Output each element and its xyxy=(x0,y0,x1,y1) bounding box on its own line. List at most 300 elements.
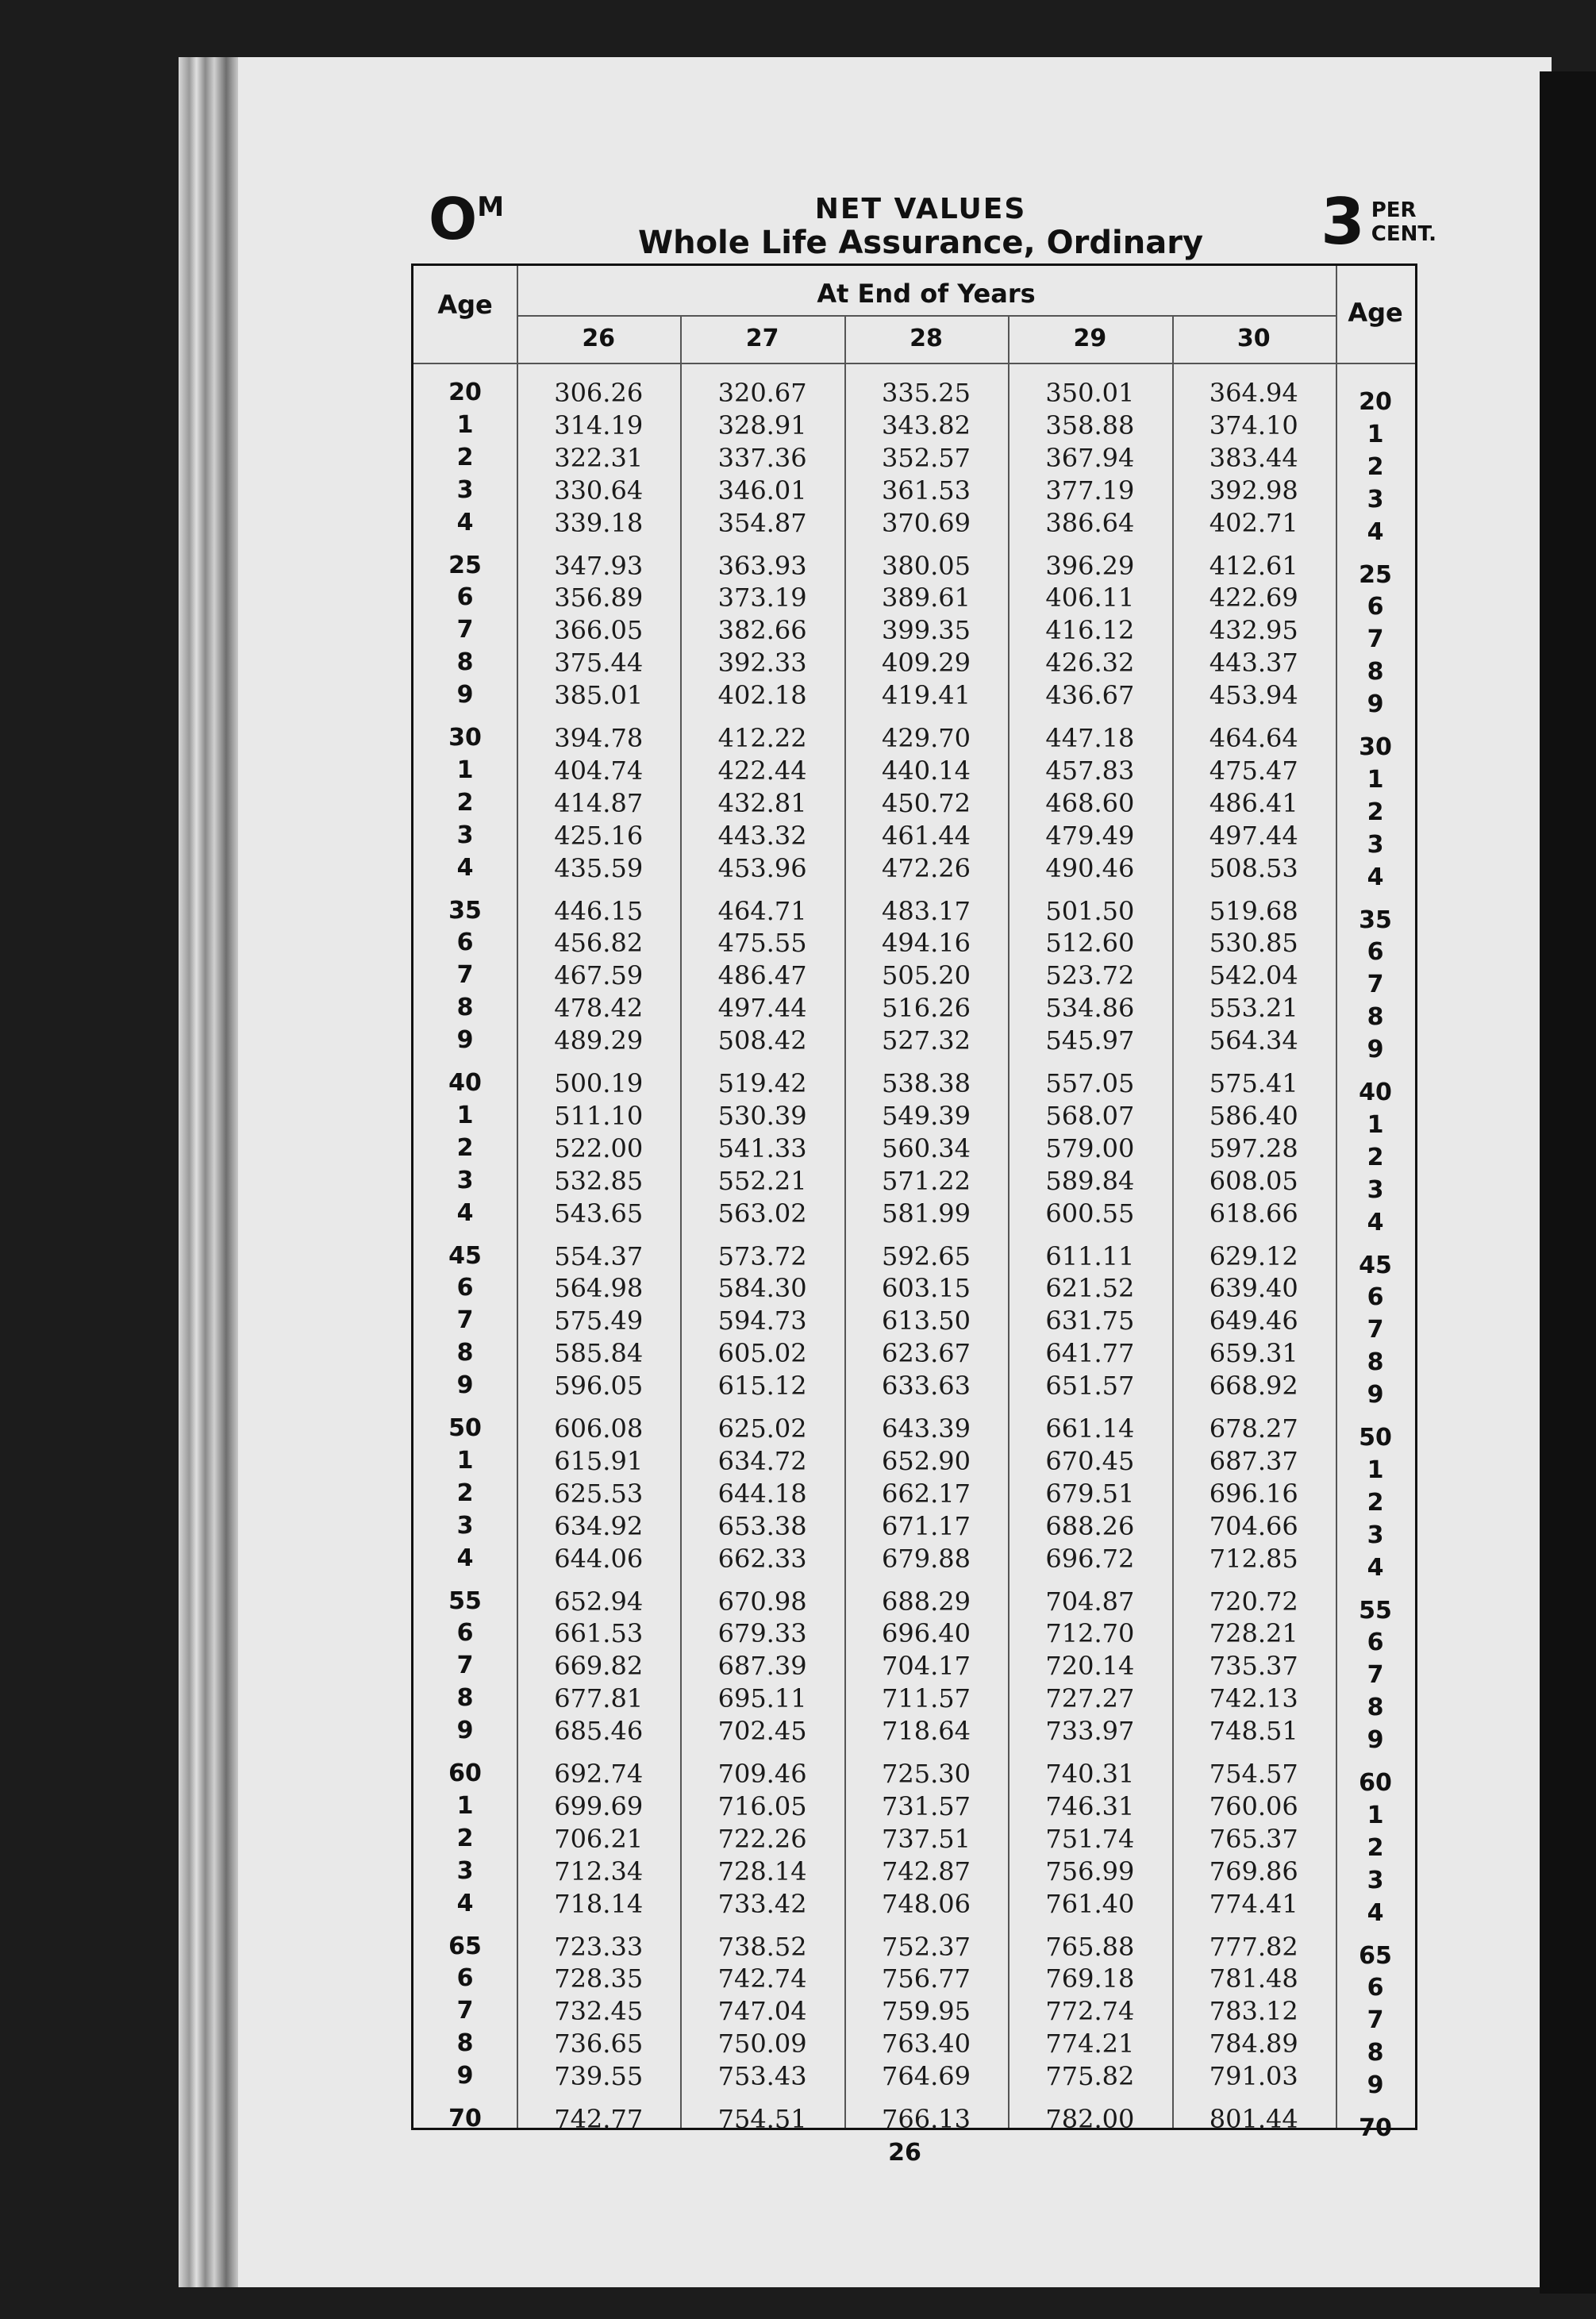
table-cell: 739.55 xyxy=(554,2061,644,2092)
table-cell: 652.90 xyxy=(882,1445,971,1476)
table-cell: 641.77 xyxy=(1045,1338,1135,1369)
table-cell: 490.46 xyxy=(1045,852,1135,883)
table-cell: 712.70 xyxy=(1045,1618,1135,1649)
table-cell: 727.27 xyxy=(1045,1683,1135,1714)
table-cell: 406.11 xyxy=(1045,583,1135,613)
table-cell: 746.31 xyxy=(1045,1790,1135,1821)
table-cell: 643.39 xyxy=(882,1413,971,1444)
table-cell: 750.09 xyxy=(717,2029,807,2059)
table-cell: 380.05 xyxy=(882,550,971,581)
age-label-left: 9 xyxy=(456,1371,474,1400)
table-cell: 306.26 xyxy=(554,378,644,408)
age-label-left: 4 xyxy=(456,1889,474,1917)
table-cell: 740.31 xyxy=(1045,1759,1135,1789)
table-cell: 696.40 xyxy=(882,1618,971,1649)
table-cell: 432.95 xyxy=(1209,615,1298,646)
table-cell: 416.12 xyxy=(1045,615,1135,646)
table-cell: 475.55 xyxy=(717,928,807,959)
age-label-left: 70 xyxy=(448,2105,482,2132)
table-cell: 370.69 xyxy=(882,507,971,538)
age-label-right: 60 xyxy=(1359,1769,1392,1797)
age-label-right: 1 xyxy=(1367,420,1384,448)
age-label-right: 7 xyxy=(1367,1316,1384,1344)
age-label-right: 3 xyxy=(1367,1175,1384,1204)
age-label-right: 40 xyxy=(1359,1079,1392,1106)
table-cell: 695.11 xyxy=(717,1683,807,1714)
age-label-left: 9 xyxy=(456,1026,474,1055)
age-label-right: 1 xyxy=(1367,1110,1384,1139)
table-cell: 557.05 xyxy=(1045,1068,1135,1098)
table-cell: 756.77 xyxy=(882,1963,971,1994)
table-cell: 600.55 xyxy=(1045,1198,1135,1229)
age-label-left: 3 xyxy=(456,1511,474,1540)
table-cell: 738.52 xyxy=(717,1931,807,1962)
age-label-left: 8 xyxy=(456,2029,474,2058)
table-cell: 354.87 xyxy=(717,507,807,538)
table-cell: 443.37 xyxy=(1209,648,1298,679)
table-cell: 584.30 xyxy=(717,1273,807,1304)
table-cell: 553.21 xyxy=(1209,993,1298,1024)
table-cell: 774.21 xyxy=(1045,2029,1135,2059)
age-label-right: 9 xyxy=(1367,690,1384,719)
table-cell: 679.33 xyxy=(717,1618,807,1649)
table-cell: 753.43 xyxy=(717,2061,807,2092)
age-label-left: 2 xyxy=(456,1133,474,1162)
table-cell: 623.67 xyxy=(882,1338,971,1369)
table-cell: 669.82 xyxy=(554,1651,644,1682)
table-cell: 479.49 xyxy=(1045,820,1135,851)
age-label-left: 8 xyxy=(456,994,474,1022)
table-cell: 472.26 xyxy=(882,852,971,883)
table-cell: 443.32 xyxy=(717,820,807,851)
age-label-left: 7 xyxy=(456,616,474,644)
table-cell: 742.77 xyxy=(554,2104,644,2134)
table-cell: 649.46 xyxy=(1209,1306,1298,1336)
table-cell: 453.94 xyxy=(1209,680,1298,711)
age-label-right: 2 xyxy=(1367,1833,1384,1862)
age-label-right: 2 xyxy=(1367,452,1384,481)
page-header xyxy=(429,185,1444,270)
table-cell: 501.50 xyxy=(1045,895,1135,926)
table-cell: 435.59 xyxy=(554,852,644,883)
table-cell: 436.67 xyxy=(1045,680,1135,711)
age-label-right: 50 xyxy=(1359,1424,1392,1452)
table-cell: 631.75 xyxy=(1045,1306,1135,1336)
table-cell: 414.87 xyxy=(554,787,644,818)
table-cell: 782.00 xyxy=(1045,2104,1135,2134)
table-cell: 759.95 xyxy=(882,1996,971,2027)
table-cell: 712.85 xyxy=(1209,1543,1298,1574)
table-cell: 709.46 xyxy=(717,1759,807,1789)
table-cell: 737.51 xyxy=(882,1823,971,1854)
table-cell: 692.74 xyxy=(554,1759,644,1789)
rate-label: PER CENT. xyxy=(1371,198,1436,246)
age-label-left: 4 xyxy=(456,508,474,536)
age-header-right: Age xyxy=(1348,298,1403,328)
table-cell: 603.15 xyxy=(882,1273,971,1304)
table-cell: 335.25 xyxy=(882,378,971,408)
age-label-left: 1 xyxy=(456,410,474,439)
table-cell: 728.35 xyxy=(554,1963,644,1994)
table-cell: 718.64 xyxy=(882,1716,971,1747)
table-cell: 573.72 xyxy=(717,1240,807,1271)
table-cell: 662.17 xyxy=(882,1478,971,1509)
age-label-left: 45 xyxy=(448,1241,482,1270)
age-label-left: 3 xyxy=(456,821,474,849)
table-cell: 543.65 xyxy=(554,1198,644,1229)
rate-number: 3 xyxy=(1321,185,1365,259)
age-label-left: 4 xyxy=(456,1198,474,1227)
year-column-header: 30 xyxy=(1236,325,1271,352)
table-cell: 659.31 xyxy=(1209,1338,1298,1369)
header-divider xyxy=(517,315,1336,317)
table-cell: 571.22 xyxy=(882,1165,971,1196)
age-label-left: 25 xyxy=(448,551,482,579)
table-cell: 716.05 xyxy=(717,1790,807,1821)
age-label-right: 4 xyxy=(1367,1208,1384,1236)
table-cell: 748.06 xyxy=(882,1888,971,1919)
table-cell: 644.06 xyxy=(554,1543,644,1574)
table-cell: 446.15 xyxy=(554,895,644,926)
age-label-left: 2 xyxy=(456,443,474,471)
age-label-left: 9 xyxy=(456,681,474,710)
table-cell: 687.39 xyxy=(717,1651,807,1682)
table-cell: 589.84 xyxy=(1045,1165,1135,1196)
age-label-left: 4 xyxy=(456,853,474,882)
age-label-left: 6 xyxy=(456,1964,474,1993)
age-label-right: 20 xyxy=(1359,388,1392,416)
table-cell: 742.13 xyxy=(1209,1683,1298,1714)
table-cell: 478.42 xyxy=(554,993,644,1024)
table-cell: 516.26 xyxy=(882,993,971,1024)
table-cell: 523.72 xyxy=(1045,960,1135,991)
table-cell: 568.07 xyxy=(1045,1100,1135,1131)
table-cell: 389.61 xyxy=(882,583,971,613)
table-cell: 704.87 xyxy=(1045,1586,1135,1617)
table-cell: 343.82 xyxy=(882,410,971,440)
age-label-right: 6 xyxy=(1367,593,1384,621)
table-cell: 747.04 xyxy=(717,1996,807,2027)
table-cell: 486.41 xyxy=(1209,787,1298,818)
scan-dark-edge xyxy=(1540,71,1596,2294)
table-cell: 754.51 xyxy=(717,2104,807,2134)
age-label-left: 6 xyxy=(456,929,474,957)
table-cell: 530.85 xyxy=(1209,928,1298,959)
table-cell: 772.74 xyxy=(1045,1996,1135,2027)
table-cell: 402.18 xyxy=(717,680,807,711)
table-cell: 560.34 xyxy=(882,1133,971,1163)
table-cell: 634.72 xyxy=(717,1445,807,1476)
table-cell: 486.47 xyxy=(717,960,807,991)
age-label-right: 65 xyxy=(1359,1941,1392,1970)
table-cell: 677.81 xyxy=(554,1683,644,1714)
table-cell: 314.19 xyxy=(554,410,644,440)
table-cell: 361.53 xyxy=(882,475,971,506)
table-cell: 678.27 xyxy=(1209,1413,1298,1444)
table-cell: 541.33 xyxy=(717,1133,807,1163)
table-cell: 662.33 xyxy=(717,1543,807,1574)
age-label-left: 7 xyxy=(456,1306,474,1335)
table-cell: 545.97 xyxy=(1045,1025,1135,1056)
table-cell: 352.57 xyxy=(882,442,971,473)
table-cell: 382.66 xyxy=(717,615,807,646)
table-cell: 385.01 xyxy=(554,680,644,711)
age-label-right: 6 xyxy=(1367,1974,1384,2002)
age-label-left: 30 xyxy=(448,724,482,752)
table-cell: 552.21 xyxy=(717,1165,807,1196)
table-cell: 364.94 xyxy=(1209,378,1298,408)
table-cell: 422.69 xyxy=(1209,583,1298,613)
table-cell: 769.18 xyxy=(1045,1963,1135,1994)
book-binding xyxy=(179,57,238,2287)
table-cell: 328.91 xyxy=(717,410,807,440)
page-title xyxy=(619,194,1222,260)
table-cell: 512.60 xyxy=(1045,928,1135,959)
table-cell: 419.41 xyxy=(882,680,971,711)
table-cell: 760.06 xyxy=(1209,1790,1298,1821)
table-cell: 679.51 xyxy=(1045,1478,1135,1509)
age-label-left: 50 xyxy=(448,1414,482,1442)
age-label-left: 8 xyxy=(456,1684,474,1713)
table-cell: 554.37 xyxy=(554,1240,644,1271)
table-cell: 367.94 xyxy=(1045,442,1135,473)
table-cell: 712.34 xyxy=(554,1856,644,1886)
years-group-header: At End of Years xyxy=(817,279,1036,309)
age-label-left: 4 xyxy=(456,1544,474,1572)
table-cell: 629.12 xyxy=(1209,1240,1298,1271)
table-cell: 733.42 xyxy=(717,1888,807,1919)
table-cell: 615.91 xyxy=(554,1445,644,1476)
table-cell: 586.40 xyxy=(1209,1100,1298,1131)
table-cell: 497.44 xyxy=(1209,820,1298,851)
age-label-right: 8 xyxy=(1367,1003,1384,1032)
table-cell: 475.47 xyxy=(1209,755,1298,786)
age-label-left: 65 xyxy=(448,1932,482,1960)
table-cell: 605.02 xyxy=(717,1338,807,1369)
table-cell: 608.05 xyxy=(1209,1165,1298,1196)
table-cell: 596.05 xyxy=(554,1371,644,1402)
table-cell: 447.18 xyxy=(1045,723,1135,753)
table-cell: 409.29 xyxy=(882,648,971,679)
table-cell: 339.18 xyxy=(554,507,644,538)
table-cell: 594.73 xyxy=(717,1306,807,1336)
table-cell: 467.59 xyxy=(554,960,644,991)
table-cell: 670.45 xyxy=(1045,1445,1135,1476)
table-cell: 522.00 xyxy=(554,1133,644,1163)
table-cell: 532.85 xyxy=(554,1165,644,1196)
age-label-right: 8 xyxy=(1367,658,1384,686)
age-label-left: 6 xyxy=(456,583,474,612)
table-cell: 633.63 xyxy=(882,1371,971,1402)
table-cell: 625.02 xyxy=(717,1413,807,1444)
table-cell: 728.14 xyxy=(717,1856,807,1886)
table-cell: 671.17 xyxy=(882,1510,971,1541)
table-cell: 769.86 xyxy=(1209,1856,1298,1886)
table-cell: 611.11 xyxy=(1045,1240,1135,1271)
table-cell: 425.16 xyxy=(554,820,644,851)
year-column-header: 28 xyxy=(910,325,943,352)
age-label-left: 2 xyxy=(456,1824,474,1852)
table-cell: 592.65 xyxy=(882,1240,971,1271)
table-cell: 736.65 xyxy=(554,2029,644,2059)
table-cell: 765.37 xyxy=(1209,1823,1298,1854)
table-cell: 733.97 xyxy=(1045,1716,1135,1747)
table-cell: 575.49 xyxy=(554,1306,644,1336)
age-label-left: 3 xyxy=(456,475,474,504)
table-cell: 644.18 xyxy=(717,1478,807,1509)
table-cell: 791.03 xyxy=(1209,2061,1298,2092)
age-label-right: 2 xyxy=(1367,1488,1384,1517)
title-line-1: NET VALUES xyxy=(814,193,1027,225)
age-label-right: 25 xyxy=(1359,560,1392,589)
table-cell: 530.39 xyxy=(717,1100,807,1131)
table-cell: 765.88 xyxy=(1045,1931,1135,1962)
table-cell: 456.82 xyxy=(554,928,644,959)
table-cell: 639.40 xyxy=(1209,1273,1298,1304)
table-cell: 761.40 xyxy=(1045,1888,1135,1919)
table-cell: 704.66 xyxy=(1209,1510,1298,1541)
table-cell: 784.89 xyxy=(1209,2029,1298,2059)
table-cell: 412.22 xyxy=(717,723,807,753)
table-cell: 575.41 xyxy=(1209,1068,1298,1098)
table-cell: 500.19 xyxy=(554,1068,644,1098)
header-bottom-rule xyxy=(413,363,1415,364)
table-cell: 399.35 xyxy=(882,615,971,646)
table-cell: 461.44 xyxy=(882,820,971,851)
age-label-right: 7 xyxy=(1367,1661,1384,1690)
table-code: $O^M$ xyxy=(429,186,505,252)
table-cell: 670.98 xyxy=(717,1586,807,1617)
age-label-left: 60 xyxy=(448,1759,482,1787)
table-cell: 377.19 xyxy=(1045,475,1135,506)
interest-rate xyxy=(1321,185,1436,259)
table-cell: 783.12 xyxy=(1209,1996,1298,2027)
age-label-left: 9 xyxy=(456,2062,474,2090)
table-cell: 412.61 xyxy=(1209,550,1298,581)
age-label-left: 8 xyxy=(456,1339,474,1367)
age-label-left: 55 xyxy=(448,1586,482,1615)
table-cell: 763.40 xyxy=(882,2029,971,2059)
table-cell: 508.53 xyxy=(1209,852,1298,883)
table-cell: 732.45 xyxy=(554,1996,644,2027)
table-cell: 613.50 xyxy=(882,1306,971,1336)
age-label-left: 7 xyxy=(456,1997,474,2025)
table-cell: 564.34 xyxy=(1209,1025,1298,1056)
table-cell: 511.10 xyxy=(554,1100,644,1131)
table-cell: 688.29 xyxy=(882,1586,971,1617)
table-cell: 687.37 xyxy=(1209,1445,1298,1476)
table-cell: 457.83 xyxy=(1045,755,1135,786)
table-cell: 564.98 xyxy=(554,1273,644,1304)
age-label-right: 1 xyxy=(1367,1456,1384,1484)
table-cell: 489.29 xyxy=(554,1025,644,1056)
table-cell: 527.32 xyxy=(882,1025,971,1056)
age-label-right: 6 xyxy=(1367,1283,1384,1312)
age-label-left: 3 xyxy=(456,1856,474,1885)
table-cell: 699.69 xyxy=(554,1790,644,1821)
age-label-right: 3 xyxy=(1367,1521,1384,1549)
table-cell: 534.86 xyxy=(1045,993,1135,1024)
age-label-right: 2 xyxy=(1367,798,1384,826)
table-cell: 337.36 xyxy=(717,442,807,473)
age-label-right: 4 xyxy=(1367,1553,1384,1582)
age-label-left: 6 xyxy=(456,1619,474,1648)
age-label-right: 7 xyxy=(1367,971,1384,999)
age-label-right: 3 xyxy=(1367,830,1384,859)
age-label-left: 35 xyxy=(448,896,482,925)
table-cell: 375.44 xyxy=(554,648,644,679)
age-label-right: 4 xyxy=(1367,517,1384,546)
table-cell: 383.44 xyxy=(1209,442,1298,473)
table-cell: 396.29 xyxy=(1045,550,1135,581)
age-label-left: 9 xyxy=(456,1717,474,1745)
table-cell: 720.72 xyxy=(1209,1586,1298,1617)
age-label-right: 55 xyxy=(1359,1596,1392,1625)
age-label-right: 4 xyxy=(1367,1898,1384,1927)
age-label-left: 8 xyxy=(456,648,474,677)
age-label-right: 8 xyxy=(1367,1348,1384,1377)
table-cell: 621.52 xyxy=(1045,1273,1135,1304)
age-label-right: 9 xyxy=(1367,2071,1384,2100)
net-values-table xyxy=(411,263,1417,2142)
table-code-superscript: M xyxy=(477,191,505,223)
age-label-right: 8 xyxy=(1367,2039,1384,2067)
table-cell: 585.84 xyxy=(554,1338,644,1369)
age-label-left: 7 xyxy=(456,1652,474,1680)
table-cell: 742.74 xyxy=(717,1963,807,1994)
table-cell: 392.33 xyxy=(717,648,807,679)
table-cell: 563.02 xyxy=(717,1198,807,1229)
table-cell: 404.74 xyxy=(554,755,644,786)
age-label-right: 9 xyxy=(1367,1381,1384,1409)
page-number: 26 xyxy=(888,2139,921,2167)
table-cell: 519.42 xyxy=(717,1068,807,1098)
table-cell: 606.08 xyxy=(554,1413,644,1444)
table-cell: 696.72 xyxy=(1045,1543,1135,1574)
table-cell: 347.93 xyxy=(554,550,644,581)
table-cell: 542.04 xyxy=(1209,960,1298,991)
age-label-right: 2 xyxy=(1367,1143,1384,1171)
age-label-right: 70 xyxy=(1359,2114,1392,2142)
age-label-right: 1 xyxy=(1367,765,1384,794)
age-label-right: 9 xyxy=(1367,1036,1384,1064)
table-cell: 320.67 xyxy=(717,378,807,408)
table-cell: 625.53 xyxy=(554,1478,644,1509)
age-label-right: 35 xyxy=(1359,906,1392,934)
table-cell: 358.88 xyxy=(1045,410,1135,440)
age-label-right: 9 xyxy=(1367,1726,1384,1755)
age-label-right: 7 xyxy=(1367,2006,1384,2035)
table-cell: 330.64 xyxy=(554,475,644,506)
table-cell: 668.92 xyxy=(1209,1371,1298,1402)
age-label-right: 8 xyxy=(1367,1694,1384,1722)
table-cell: 742.87 xyxy=(882,1856,971,1886)
age-label-left: 1 xyxy=(456,756,474,784)
table-cell: 661.14 xyxy=(1045,1413,1135,1444)
table-cell: 777.82 xyxy=(1209,1931,1298,1962)
table-cell: 597.28 xyxy=(1209,1133,1298,1163)
table-cell: 618.66 xyxy=(1209,1198,1298,1229)
age-label-right: 6 xyxy=(1367,1629,1384,1657)
table-cell: 549.39 xyxy=(882,1100,971,1131)
age-label-right: 30 xyxy=(1359,733,1392,761)
table-cell: 731.57 xyxy=(882,1790,971,1821)
age-label-right: 1 xyxy=(1367,1801,1384,1829)
table-cell: 394.78 xyxy=(554,723,644,753)
table-cell: 579.00 xyxy=(1045,1133,1135,1163)
table-cell: 723.33 xyxy=(554,1931,644,1962)
table-cell: 696.16 xyxy=(1209,1478,1298,1509)
